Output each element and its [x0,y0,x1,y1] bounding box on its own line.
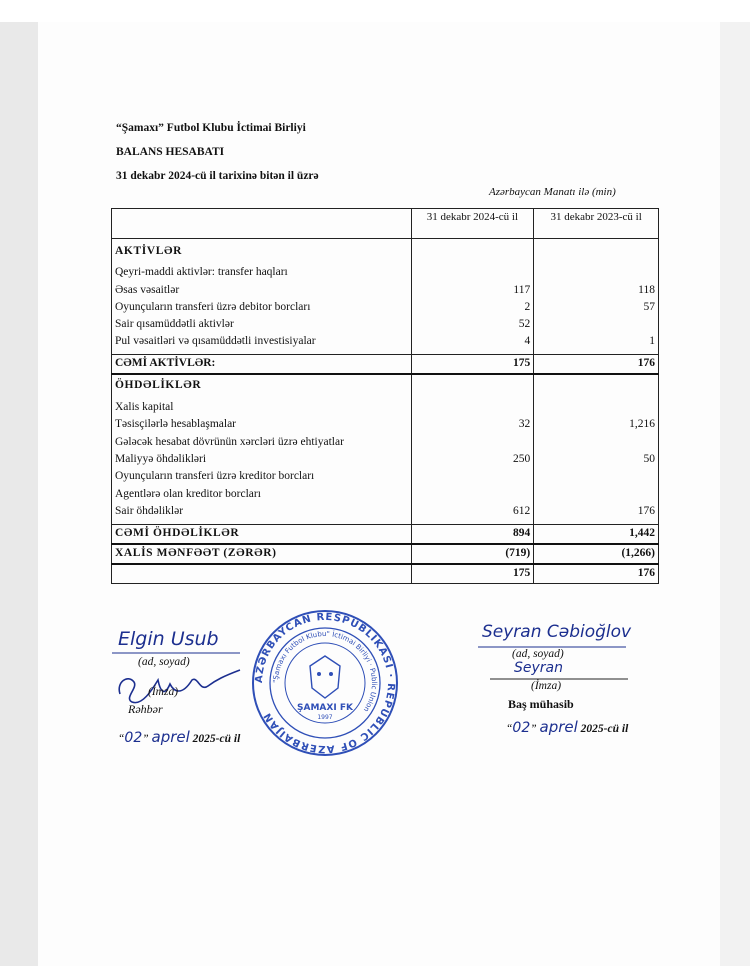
liabilities-section [112,374,659,525]
director-role: Rəhbər [128,702,163,716]
liability-value-2024 [415,399,531,416]
net-result-row [112,544,659,564]
accountant-name-caption: (ad, soyad) [512,648,564,660]
accountant-date-month: aprel [539,718,578,736]
accountant-handwritten-signature: Seyran [514,660,563,676]
stamp-outer-text: AZƏRBAYCAN RESPUBLİKASI · REPUBLIC OF AZERBAIJAN [253,611,397,755]
liability-label: Gələcək hesabat dövrünün xərcləri üzrə ehtiyatlar [115,435,344,448]
asset-value-2023: 1 [649,335,655,348]
liability-label: Maliyyə öhdəlikləri [115,452,207,465]
asset-label: Qeyri-maddi aktivlər: transfer haqları [115,266,288,279]
net-result-2024: (719) [411,544,534,564]
net-result-label: XALİS MƏNFƏƏT (ZƏRƏR) [112,544,412,564]
liability-value-2023: 176 [637,504,655,517]
director-sign-caption: (İmza) [148,686,179,698]
director-date-year: 2025-cü il [192,733,241,745]
liability-value-2023: 1,216 [629,418,655,431]
asset-value-2023 [537,316,655,333]
accountant-role: Baş mühasib [508,697,574,711]
asset-label: Pul vəsaitləri və qısamüddətli investisiyalar [115,335,316,348]
asset-value-2024 [415,264,531,281]
page-background-right [720,22,750,966]
liability-value-2023 [537,486,655,503]
liability-value-2023: 50 [643,452,655,465]
column-header-2023: 31 dekabr 2023-cü il [534,209,659,239]
stamp-year: 1997 [317,714,333,721]
accountant-date-day: 02 [512,720,531,736]
lion-emblem-icon [310,656,340,698]
liability-value-2024 [415,468,531,485]
assets-total-2024: 175 [411,354,534,374]
director-date-month: aprel [151,728,190,746]
table-header-row [112,209,659,239]
page-background-left [0,22,38,966]
asset-label: Əsas vəsaitlər [115,283,180,296]
liabilities-total-2024: 894 [411,525,534,545]
liability-label: Agentlərə olan kreditor borcları [115,487,261,500]
liabilities-heading: ÖHDƏLİKLƏR [115,378,202,391]
assets-total-label: CƏMİ AKTİVLƏR: [112,354,412,374]
liabilities-total-row [112,525,659,545]
assets-section [112,239,659,355]
asset-value-2023: 118 [638,283,655,296]
liability-value-2024: 612 [512,504,531,517]
accountant-handwritten-name: Seyran Cəbioğlov [482,622,632,642]
director-name-caption: (ad, soyad) [138,656,190,668]
asset-label: Oyunçuların transferi üzrə debitor borcları [115,300,311,313]
asset-value-2024: 117 [513,283,531,296]
liabilities-total-2023: 1,442 [534,525,659,545]
liability-label: Oyunçuların transferi üzrə kreditor borcları [115,470,315,483]
asset-value-2024: 52 [518,318,531,331]
official-stamp [250,608,400,758]
assets-total-2023: 176 [534,354,659,374]
asset-value-2023: 57 [643,300,655,313]
liability-value-2024: 32 [518,418,531,431]
asset-value-2024: 4 [524,335,531,348]
final-total-row [112,564,659,584]
liability-label: Sair öhdəliklər [115,504,184,517]
assets-heading: AKTİVLƏR [115,245,182,257]
accountant-sign-caption: (İmza) [531,680,562,692]
accountant-date: “02” aprel 2025-cü il [506,718,629,736]
liability-value-2023 [537,434,655,451]
organization-name: “Şamaxı” Futbol Klubu İctimai Birliyi [116,122,306,134]
currency-unit: Azərbaycan Manatı ilə (min) [489,186,616,198]
column-header-2024: 31 dekabr 2024-cü il [411,209,534,239]
net-result-2023: (1,266) [534,544,659,564]
final-total-2023: 176 [534,564,659,584]
liabilities-total-label: CƏMİ ÖHDƏLİKLƏR [112,525,412,545]
final-total-2024: 175 [411,564,534,584]
liability-label: Xalis kapital [115,401,174,414]
director-handwritten-name: Elgin Usub [118,628,219,650]
liability-label: Təsisçilərlə hesablaşmalar [115,418,237,431]
report-period: 31 dekabr 2024-cü il tarixinə bitən il üzrə [116,170,319,182]
director-date-day: 02 [124,730,143,746]
director-date: “02” aprel 2025-cü il [118,728,241,746]
liability-value-2024 [415,434,531,451]
liability-value-2024: 250 [512,452,531,465]
accountant-date-year: 2025-cü il [580,723,629,735]
balance-sheet-table [111,208,659,584]
stamp-inner-text: "Şamaxı Futbol Klubu" İctimai Birliyi · Public Union [271,629,379,714]
liability-value-2024 [415,486,531,503]
stamp-club-name: ŞAMAXI FK [297,703,353,713]
assets-total-row [112,354,659,374]
asset-value-2023 [537,264,655,281]
asset-value-2024: 2 [524,300,531,313]
liability-value-2023 [537,399,655,416]
document-title: BALANS HESABATI [116,146,225,158]
liability-value-2023 [537,468,655,485]
asset-label: Sair qısamüddətli aktivlər [115,318,234,331]
